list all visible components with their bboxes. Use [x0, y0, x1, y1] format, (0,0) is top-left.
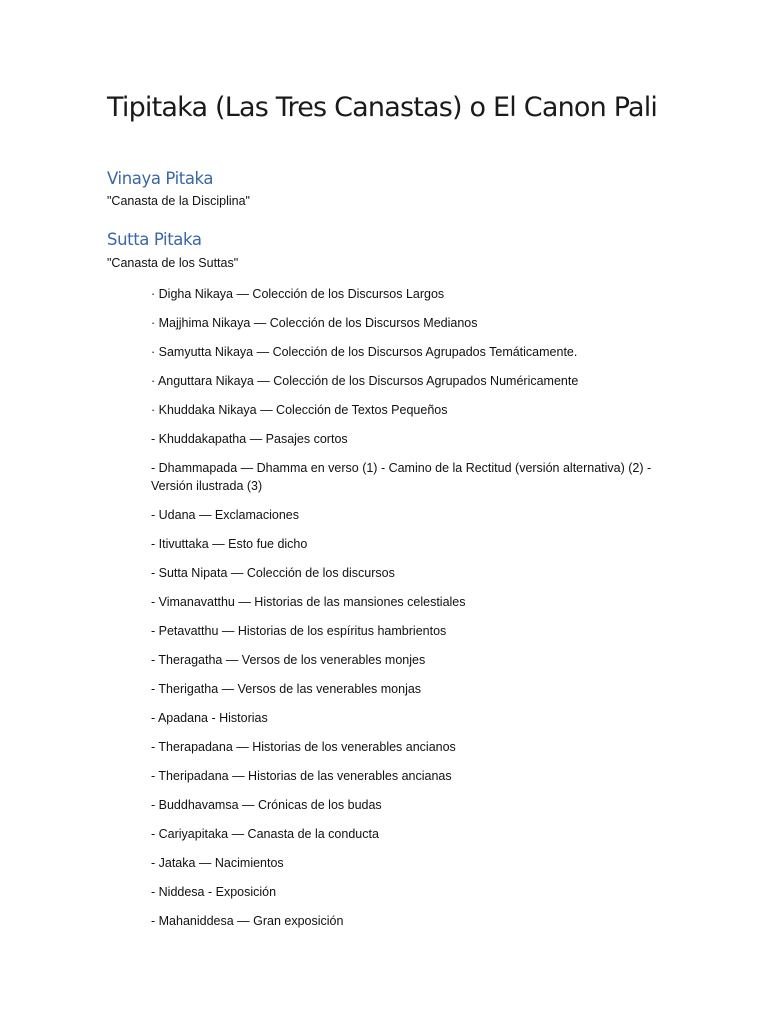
list-item: - Sutta Nipata — Colección de los discursos [151, 566, 395, 580]
list-item: - Petavatthu — Historias de los espíritus hambrientos [151, 624, 447, 638]
list-item: · Khuddaka Nikaya — Colección de Textos Pequeños [151, 403, 448, 417]
list-item: - Theragatha — Versos de los venerables monjes [151, 653, 426, 667]
section-subtitle-vinaya-pitaka: "Canasta de la Disciplina" [107, 194, 250, 208]
list-item: · Anguttara Nikaya — Colección de los Discursos Agrupados Numéricamente [151, 374, 579, 388]
sutta-pitaka-list [151, 285, 671, 941]
list-item: · Majjhima Nikaya — Colección de los Discursos Medianos [151, 316, 478, 330]
list-item: - Therigatha — Versos de las venerables monjas [151, 682, 422, 696]
list-item: - Mahaniddesa — Gran exposición [151, 914, 344, 928]
document-title: Tipitaka (Las Tres Canastas) o El Canon Pali [107, 92, 658, 123]
list-item: · Samyutta Nikaya — Colección de los Discursos Agrupados Temáticamente. [151, 345, 578, 359]
list-item: - Buddhavamsa — Crónicas de los budas [151, 798, 382, 812]
section-heading-vinaya-pitaka: Vinaya Pitaka [107, 169, 214, 188]
section-subtitle-sutta-pitaka: "Canasta de los Suttas" [107, 256, 239, 270]
list-item: - Jataka — Nacimientos [151, 856, 284, 870]
list-item: - Khuddakapatha — Pasajes cortos [151, 432, 348, 446]
list-item: - Therapadana — Historias de los venerables ancianos [151, 740, 456, 754]
list-item: - Itivuttaka — Esto fue dicho [151, 537, 308, 551]
list-item: - Dhammapada — Dhamma en verso (1) - Camino de la Rectitud (versión alternativa) (2) - Versión ilustrada (3) [151, 461, 652, 493]
list-item: - Theripadana — Historias de las venerables ancianas [151, 769, 452, 783]
list-item: - Apadana - Historias [151, 711, 268, 725]
list-item: - Udana — Exclamaciones [151, 508, 299, 522]
list-item: - Cariyapitaka — Canasta de la conducta [151, 827, 379, 841]
list-item: - Niddesa - Exposición [151, 885, 277, 899]
section-heading-sutta-pitaka: Sutta Pitaka [107, 230, 202, 249]
list-item: - Vimanavatthu — Historias de las mansiones celestiales [151, 595, 466, 609]
list-item: · Digha Nikaya — Colección de los Discursos Largos [151, 287, 445, 301]
